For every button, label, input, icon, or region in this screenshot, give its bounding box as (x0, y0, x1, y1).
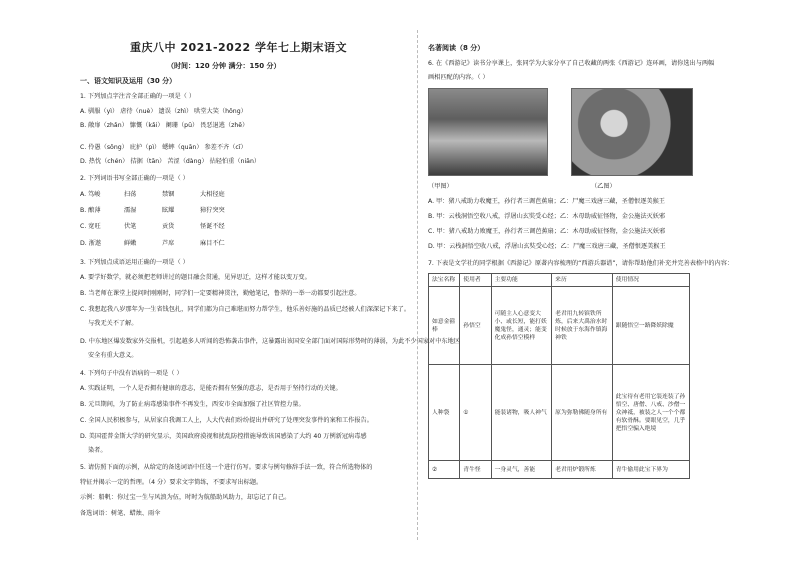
table-cell: ① (460, 365, 491, 461)
question-1-option-c: C. 伶愚（sōng） 庇护（pì） 蟋蟀（quān） 参差不齐（cī） (80, 144, 247, 151)
question-2-word: 鲜嫩 (124, 240, 137, 247)
table-header-cell: 来历 (552, 274, 613, 287)
table-row (429, 461, 690, 479)
question-4-option-b: B. 元旦期间，为了防止病毒感染事件不再发生，西安市全面加强了社区管控力量。 (80, 401, 305, 408)
table-cell: 跟随悟空一路降妖除魔 (612, 287, 689, 365)
column-divider (417, 30, 418, 540)
table-cell: 青牛怪 (460, 461, 491, 479)
table-header-row (429, 274, 690, 287)
question-2-word: 濡湿 (124, 207, 137, 214)
table-cell: 人种袋 (429, 365, 460, 461)
question-2-stem: 2. 下列词语书写全部正确的一项是（ ） (80, 175, 189, 182)
question-3-option-d: D. 中东地区爆发数家外交报机，引起越多人听闻的恐怖袭击事件，这暴露出该国安全部门面对国际形势时的薄弱，为此不少国家对中东地区 (80, 338, 460, 345)
question-2-word: 扫荡 (124, 191, 137, 198)
caption-yi: （乙图） (591, 183, 616, 190)
table-header-cell: 法宝名称 (429, 274, 460, 287)
exam-info: （时间：120 分钟 满分：150 分） (167, 62, 281, 70)
question-3-option-c: C. 我想起我八岁那年为一生省钱包扎，同学们都为自己难堪而努力帮学生，他乐善好施的品质已经被人们深深记下来了。 (80, 306, 411, 313)
section-heading: 一、语文知识及运用（30 分） (80, 77, 177, 85)
question-2-word: B. 酿薄 (80, 207, 101, 214)
question-1-option-a: A. 驯服（yì） 虐待（nuè） 遗误（zhì） 哄堂大笑（hōng） (80, 108, 247, 115)
question-6-option-c: C. 甲：猪八戒助力败魔王，孙行者三调芭蕉扇；乙：木母助威征怪物，金公施法灭妖邪 (428, 228, 666, 235)
question-5-example: 示例：船帆：你过宝一生与风浪为伍，时时为航船助风助力，却忘记了自己。 (80, 494, 291, 501)
table-cell: 孙悟空 (460, 287, 491, 365)
page-title: 重庆八中 2021-2022 学年七上期末语文 (130, 41, 347, 54)
illustration-yi (571, 88, 693, 176)
question-2-word: 怪诞不经 (200, 223, 225, 230)
table-cell: 能装诸物，吸人神气 (491, 365, 552, 461)
question-4-option-d-cont: 染者。 (88, 447, 107, 454)
question-2-word: C. 宽旺 (80, 223, 101, 230)
table-cell: 此宝待有老用它装连装了孙悟空、唐僧、八戒、沙僧一众神祗，被装之人一个个都有软骨酥。要眼见空，几乎把悟空骗入绝境 (612, 365, 689, 461)
question-5-stem-cont: 特征并揭示一定的哲理。（4 分）要求文字简练，不要求写出标题。 (80, 479, 263, 486)
question-5-word-choices: 备选词语：树笔、蜡烛、雨伞 (80, 510, 161, 517)
question-4-stem: 4. 下列句子中没有语病的一项是（ ） (80, 370, 183, 377)
table-row (429, 287, 690, 365)
question-3-option-b: B. 当老师在课堂上提问时刚刚时，同学们一定要精神贯注，勤勉笔记，鲁莽的一举一动都要引起注意。 (80, 290, 361, 297)
question-1-option-d: D. 热忱（chén） 拮据（tān） 苦涩（dàng） 拈轻怕重（niān） (80, 158, 261, 165)
question-3-option-c-cont: 与我无关不了解。 (88, 320, 138, 327)
question-6-option-a: A. 甲：猪八戒助力收魔王，孙行者三调芭蕉扇；乙：尸魔三戏唐三藏，圣僧恨逐美猴王 (428, 198, 665, 205)
question-6-stem-cont: 画相匹配的内容。（ ） (428, 74, 489, 81)
illustration-jia (428, 88, 548, 176)
question-2-word: 麻目不仁 (200, 240, 225, 247)
question-4-option-d: D. 美国霍普金斯大学的研究显示，美国政府漠视和扰乱防控措施导致该国感染了大约 40 万例新冠病毒感 (80, 433, 367, 440)
table-header-cell: 使用情况 (612, 274, 689, 287)
question-7-stem: 7. 下表是文学社的同学根据《西游记》原著内容梳理的“西游兵器谱”，请你帮助他们补充并完善表格中的内容： (428, 260, 734, 267)
table-cell: 老君用九转镔铁所炼，后来大禹治水时时候放于东海作镇海神铁 (552, 287, 613, 365)
question-3-option-d-cont: 安全有重大意义。 (88, 352, 138, 359)
table-cell: 青牛偷用此宝下界为 (612, 461, 689, 479)
table-header-cell: 主要功能 (491, 274, 552, 287)
question-6-option-b: B. 甲：云栈洞悟空收八戒，浮屠山玄奘受心经；乙：木母助威征怪物，金公施法灭妖邪 (428, 213, 666, 220)
question-3-stem: 3. 下列加点成语运用正确的一项是（ ） (80, 259, 189, 266)
table-row (429, 365, 690, 461)
table-cell: 可随主人心意变大小、或长短，能打妖魔鬼怪，通灵；能变化成孙悟空模样 (491, 287, 552, 365)
question-3-option-a: A. 要学好数学，就必须把老师讲过的题目融会贯通，见异思迁，这样才能以变万变。 (80, 274, 311, 281)
question-4-option-a: A. 实践证明，一个人是否拥有健康的意志，是能否拥有坚强的意志，是否用于坚持行动的关键。 (80, 385, 342, 392)
question-2-word: 禁锢 (162, 191, 175, 198)
question-6-option-d: D. 甲：云栈洞悟空收八戒，浮屠山玄奘受心经；乙：尸魔三戏唐三藏，圣僧恨逐美猴王 (428, 243, 666, 250)
table-cell: 老君用炉锻所炼 (552, 461, 613, 479)
question-2-word: D. 浙遨 (80, 240, 102, 247)
question-2-word: 伏笔 (124, 223, 137, 230)
question-2-word: A. 笃峻 (80, 191, 101, 198)
section-heading-classics: 名著阅读（8 分） (428, 44, 485, 52)
question-4-option-c: C. 全国人民积极参与，从居家自我调工人上，人大代表们纷纷提出并研究了处理突发事件的案和工作报告。 (80, 417, 373, 424)
question-2-word: 眩耀 (162, 207, 175, 214)
caption-jia: （甲图） (428, 183, 453, 190)
question-6-stem: 6. 在《西游记》读书分享课上，张同学为大家分享了自己收藏的两张《西游记》连环画，请你选出与两幅 (428, 60, 715, 67)
table-cell: 原为弥勒佛随身所有 (552, 365, 613, 461)
table-cell: ② (429, 461, 460, 479)
question-1-option-b: B. 敞扉（zhǎn） 慷慨（kǎi） 阑珊（pū） 畏恶退逃（zhē） (80, 122, 249, 129)
question-2-word: 贡货 (162, 223, 175, 230)
table-cell: 一身灵气，善能 (491, 461, 552, 479)
weapons-table (428, 273, 690, 479)
table-header-cell: 使用者 (460, 274, 491, 287)
question-5-stem: 5. 请仿照下面的示例，从给定的备选词语中任选一个进行仿写。要求与例句修辞手法一致，符合所选物体的 (80, 464, 373, 471)
question-2-word: 獐狞突突 (200, 207, 225, 214)
question-1-stem: 1. 下列加点字注音全部正确的一项是（ ） (80, 93, 196, 100)
table-cell: 如意金箍棒 (429, 287, 460, 365)
question-2-word: 芦席 (162, 240, 175, 247)
question-2-word: 大相径庭 (200, 191, 225, 198)
